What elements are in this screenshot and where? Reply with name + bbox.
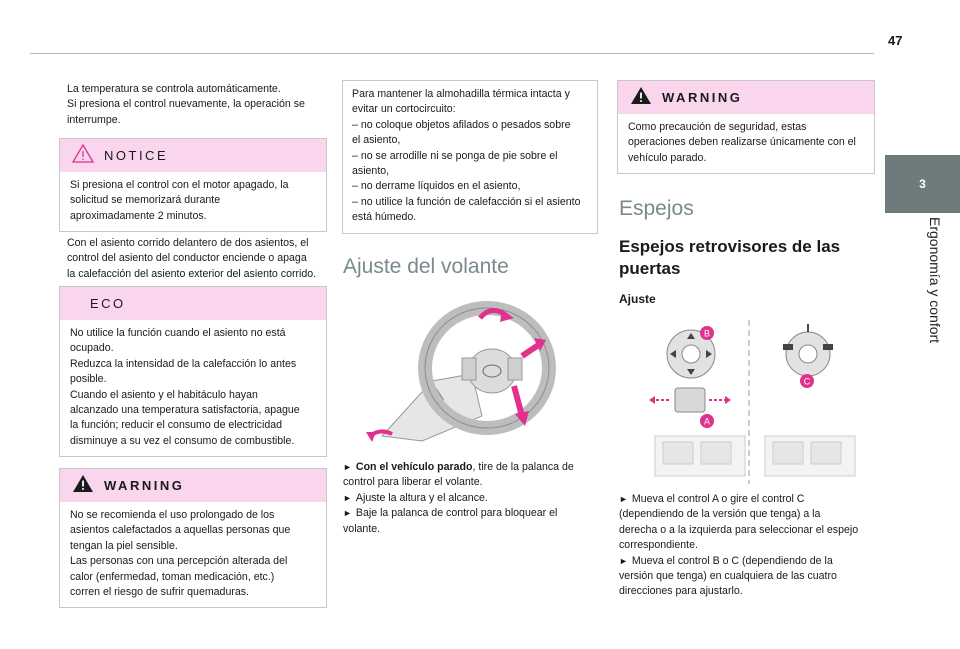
warning-line: tengan la piel sensible. — [70, 539, 178, 552]
chapter-number: 3 — [919, 177, 926, 191]
notice-title: NOTICE — [104, 147, 169, 163]
chapter-title: Ergonomía y confort — [927, 217, 943, 344]
step-cont: versión que tenga) en cualquiera de las cuatro — [619, 570, 837, 583]
step-marker-icon: ► — [619, 494, 628, 504]
step-cont: direcciones para ajustarlo. — [619, 585, 743, 598]
step-line — [343, 491, 593, 506]
step-bold: Con el vehículo parado — [355, 461, 473, 473]
subtitle-line: Espejos retrovisores de las — [619, 237, 841, 256]
notice-box — [59, 138, 327, 232]
chapter-tab[interactable] — [885, 155, 960, 213]
column-1 — [67, 82, 327, 128]
step-cont: correspondiente. — [619, 539, 698, 552]
box-line: asiento, — [352, 165, 390, 178]
section-title-mirrors: Espejos — [619, 197, 694, 220]
chapter-title-tab — [885, 213, 960, 413]
step-text: Mueva el control A o gire el control C — [631, 493, 805, 505]
notice-line: Si presiona el control con el motor apagado, la — [70, 179, 289, 191]
warning-title: WARNING — [104, 477, 185, 493]
thermal-pad-box — [342, 80, 598, 234]
box-line: – no utilice la función de calefacción si el asiento — [352, 195, 581, 208]
warning-header — [618, 81, 874, 114]
warning-icon — [72, 474, 94, 496]
warning-box-mirrors — [617, 80, 875, 174]
mirror-control-panel-c — [765, 324, 855, 476]
box-line: está húmedo. — [352, 211, 417, 224]
step-line — [343, 460, 593, 475]
warning-line: Como precaución de seguridad, estas — [628, 121, 807, 133]
warning-line: asientos calefactados a aquellas personas que — [70, 524, 291, 537]
box-line: Para mantener la almohadilla térmica intacta y — [352, 88, 570, 100]
eco-title: ECO — [90, 295, 126, 311]
step-cont: (dependiendo de la versión que tenga) a la — [619, 508, 821, 521]
body-line: la calefacción del asiento exterior del asiento corrido. — [67, 267, 317, 280]
step-line — [343, 506, 593, 521]
body-line: Con el asiento corrido delantero de dos asientos, el — [67, 237, 309, 249]
page-number: 47 — [888, 33, 903, 48]
step-marker-icon: ► — [343, 462, 352, 472]
warning-title: WARNING — [662, 89, 743, 105]
eco-line: alcanzado una temperatura satisfactoria, apague — [70, 404, 300, 417]
box-line: – no se arrodille ni se ponga de pie sobre el — [352, 149, 558, 162]
mirror-control-panel-a-b — [649, 326, 745, 476]
header-rule — [30, 53, 874, 54]
box-line: el asiento, — [352, 134, 401, 147]
eco-line: Reduzca la intensidad de la calefacción lo antes — [70, 357, 297, 370]
mirror-controls-illustration — [645, 318, 860, 486]
warning-box-seat — [59, 468, 327, 608]
step-marker-icon: ► — [343, 508, 352, 519]
subtitle-line: puertas — [619, 259, 681, 278]
step-line — [619, 492, 875, 507]
step-marker-icon: ► — [343, 492, 352, 503]
label-b: B — [703, 328, 711, 339]
eco-line: Cuando el asiento y el habitáculo hayan — [70, 388, 258, 401]
step-cont: volante. — [343, 522, 381, 535]
steering-wheel-illustration — [362, 296, 562, 446]
eco-box — [59, 286, 327, 457]
section-title-steering: Ajuste del volante — [343, 255, 509, 278]
eco-line: posible. — [70, 373, 107, 386]
notice-line: solicitud se memorizará durante — [70, 194, 221, 207]
eco-line: No utilice la función cuando el asiento no está — [70, 327, 286, 339]
adjust-title: Ajuste — [619, 292, 656, 306]
step-cont: control para liberar el volante. — [343, 476, 483, 489]
warning-icon — [630, 86, 652, 108]
box-line: evitar un cortocircuito: — [352, 103, 456, 116]
warning-line: operaciones deben realizarse únicamente con el — [628, 136, 856, 149]
body-line: control del asiento del conductor enciende o apaga — [67, 252, 307, 265]
intro-line: Si presiona el control nuevamente, la operación se — [67, 98, 305, 111]
intro-line: interrumpe. — [67, 113, 121, 126]
mirror-steps — [619, 492, 875, 600]
warning-line: calor (enfermedad, toman medicación, etc.) — [70, 570, 275, 583]
caution-outline-icon — [72, 144, 94, 166]
box-line: – no coloque objetos afilados o pesados sobre — [352, 118, 571, 131]
box-line: – no derrame líquidos en el asiento, — [352, 180, 521, 193]
intro-line: La temperatura se controla automáticamente. — [67, 83, 281, 95]
warning-header — [60, 469, 326, 502]
warning-line: corren el riesgo de sufrir quemaduras. — [70, 586, 250, 599]
label-a: A — [703, 416, 711, 427]
notice-header — [60, 139, 326, 172]
step-text: Mueva el control B o C (dependiendo de la — [631, 554, 833, 567]
step-text: Ajuste la altura y el alcance. — [355, 491, 488, 504]
warning-line: vehículo parado. — [628, 151, 707, 164]
mirrors-subtitle — [619, 236, 840, 280]
notice-line: aproximadamente 2 minutos. — [70, 209, 207, 222]
step-marker-icon: ► — [619, 555, 628, 566]
step-cont: derecha o a la izquierda para seleccionar el espejo — [619, 523, 859, 536]
eco-line: disminuye a su vez el consumo de combustible. — [70, 434, 295, 447]
eco-line: ocupado. — [70, 342, 114, 355]
column-1-middle — [67, 236, 337, 282]
warning-line: Las personas con una percepción alterada del — [70, 555, 288, 568]
step-text: Baje la palanca de control para bloquear el — [355, 507, 558, 520]
step-line — [619, 554, 875, 569]
steering-steps — [343, 460, 593, 537]
warning-line: No se recomienda el uso prolongado de los — [70, 509, 275, 521]
eco-header — [60, 287, 326, 320]
eco-line: la función; reducir el consumo de electricidad — [70, 419, 282, 432]
step-text: , tire de la palanca de — [472, 461, 574, 473]
label-c: C — [803, 376, 811, 387]
